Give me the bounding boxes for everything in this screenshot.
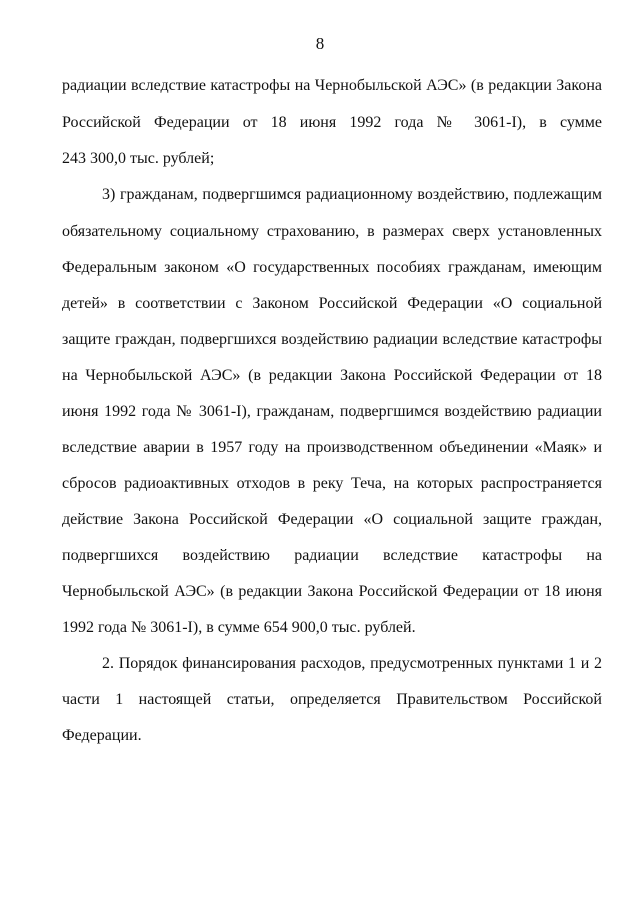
text-line: Федерации.	[62, 727, 142, 744]
text-line: 2. Порядок финансирования расходов, предусмотренных пунктами 1 и 2	[102, 655, 602, 672]
text-line: на Чернобыльской АЭС» (в редакции Закона Российской Федерации от 18	[62, 367, 602, 384]
text-line: Чернобыльской АЭС» (в редакции Закона Российской Федерации от 18 июня	[62, 583, 602, 600]
text-line: действие Закона Российской Федерации «О социальной защите граждан,	[62, 511, 602, 528]
text-line: Российской Федерации от 18 июня 1992 года № 3061-I), в сумме	[62, 114, 602, 131]
text-line: 243 300,0 тыс. рублей;	[62, 150, 215, 167]
text-line: сбросов радиоактивных отходов в реку Теча, на которых распространяется	[62, 475, 602, 492]
text-line: части 1 настоящей статьи, определяется Правительством Российской	[62, 691, 602, 708]
text-line: 1992 года № 3061-I), в сумме 654 900,0 тыс. рублей.	[62, 619, 416, 636]
text-line: обязательному социальному страхованию, в размерах сверх установленных	[62, 223, 602, 240]
text-line: 3) гражданам, подвергшимся радиационному воздействию, подлежащим	[102, 186, 602, 203]
text-line: вследствие аварии в 1957 году на производственном объединении «Маяк» и	[62, 439, 602, 456]
text-line: защите граждан, подвергшихся воздействию радиации вследствие катастрофы	[62, 331, 602, 348]
text-line: июня 1992 года № 3061-I), гражданам, подвергшимся воздействию радиации	[62, 403, 602, 420]
text-line: подвергшихся воздействию радиации вследствие катастрофы на	[62, 547, 602, 564]
text-line: детей» в соответствии с Законом Российской Федерации «О социальной	[62, 295, 602, 312]
page-number: 8	[315, 34, 325, 53]
text-line: Федеральным законом «О государственных пособиях гражданам, имеющим	[62, 259, 602, 276]
text-line: радиации вследствие катастрофы на Чернобыльской АЭС» (в редакции Закона	[62, 77, 602, 94]
